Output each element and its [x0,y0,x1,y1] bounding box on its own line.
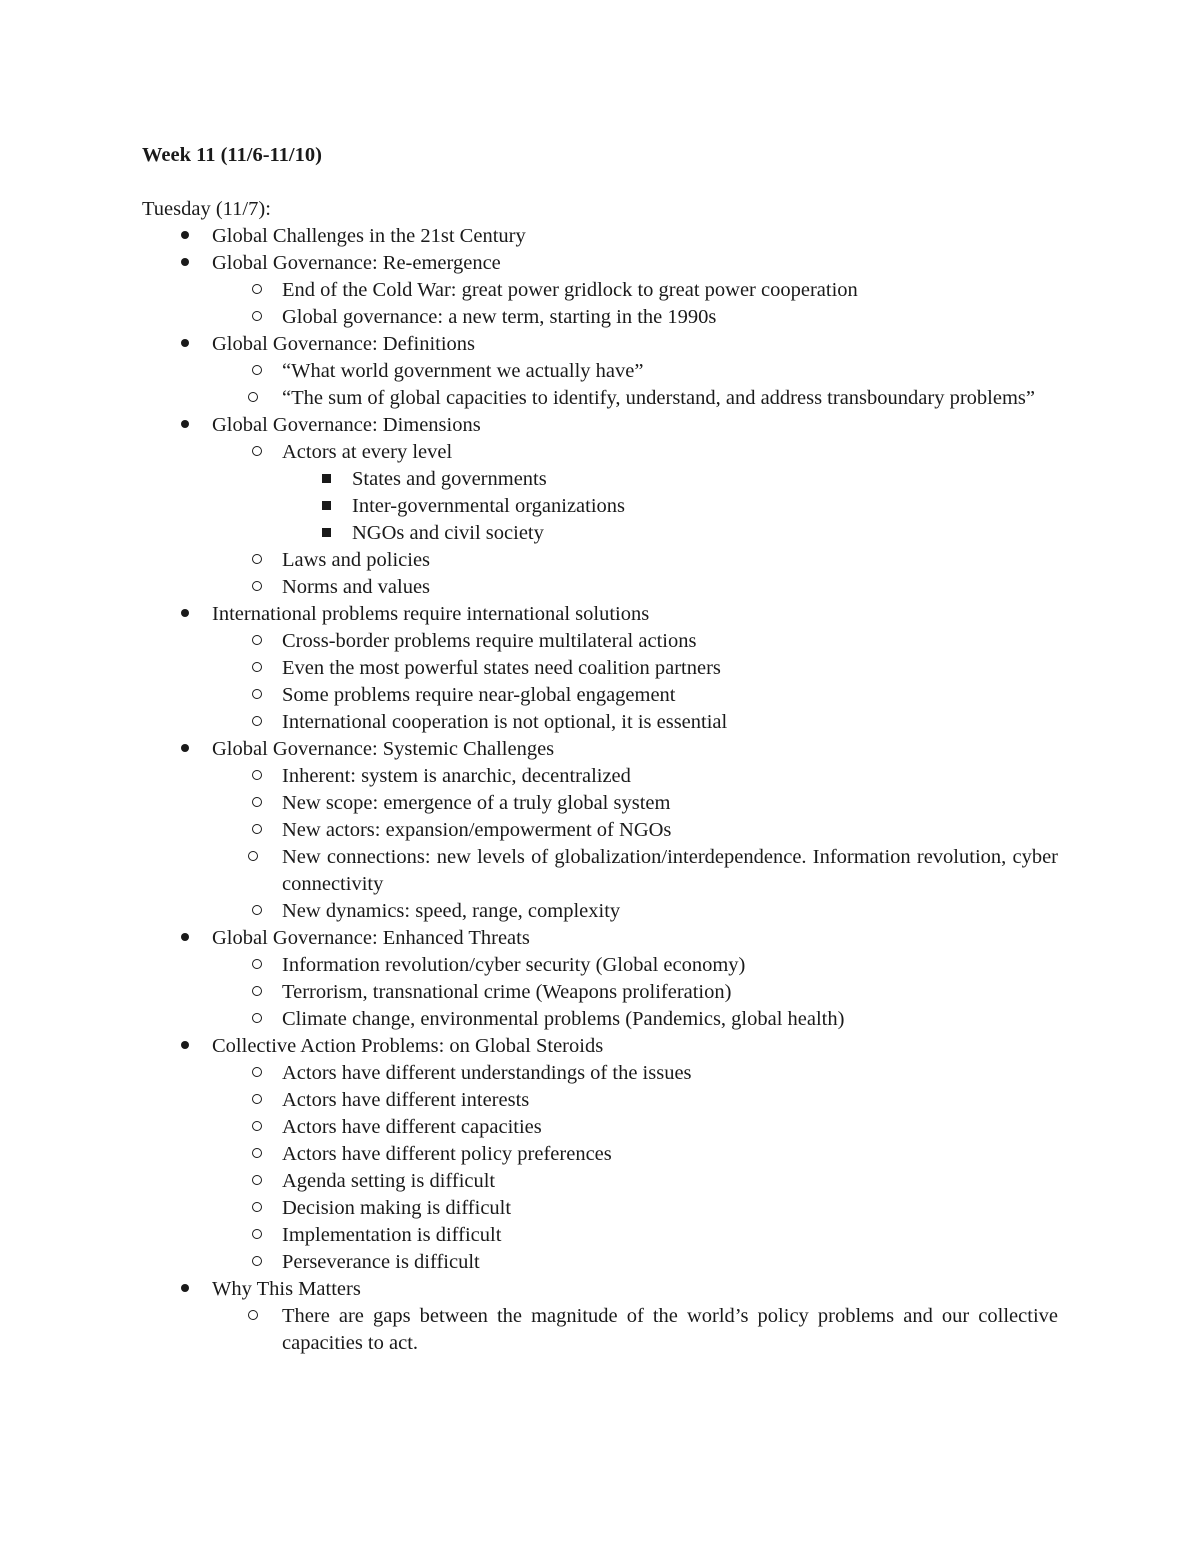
outline-item-text: States and governments [352,468,547,490]
outline-item [142,817,1058,844]
outline-item-text: Global Governance: Re-emergence [212,252,501,274]
outline-item-text: There are gaps between the magnitude of the world’s policy problems and our collective capacities to act. [282,1305,1058,1354]
page-title: Week 11 (11/6-11/10) [142,144,322,166]
hollow-circle-bullet-icon [248,1006,266,1033]
outline-list [142,223,1058,1357]
filled-circle-bullet-icon [176,925,194,952]
outline-item [142,655,1058,682]
outline-item-text: Global Governance: Definitions [212,333,476,355]
hollow-circle-bullet-icon [248,790,266,817]
outline-item-text: Perseverance is difficult [282,1251,480,1273]
filled-circle-bullet-icon [176,736,194,763]
outline-item [142,439,1058,466]
outline-item [142,574,1058,601]
hollow-circle-bullet-icon [248,574,266,601]
hollow-circle-bullet-icon [248,817,266,844]
outline-item [142,790,1058,817]
outline-item-text: Collective Action Problems: on Global Steroids [212,1035,604,1057]
outline-item [142,1303,1058,1357]
outline-item-text: “The sum of global capacities to identify, understand, and address transboundary problems” [282,387,1035,409]
outline-item-text: Implementation is difficult [282,1224,502,1246]
filled-square-bullet-icon [317,493,335,520]
hollow-circle-bullet-icon [248,763,266,790]
hollow-circle-bullet-icon [248,439,266,466]
hollow-circle-bullet-icon [248,898,266,925]
hollow-circle-bullet-icon [248,385,266,412]
outline-item [142,493,1058,520]
hollow-circle-bullet-icon [248,358,266,385]
outline-item [142,1222,1058,1249]
outline-item-text: Inherent: system is anarchic, decentralized [282,765,631,787]
outline-item [142,1087,1058,1114]
hollow-circle-bullet-icon [248,1141,266,1168]
outline-item [142,412,1058,439]
hollow-circle-bullet-icon [248,1087,266,1114]
hollow-circle-bullet-icon [248,1168,266,1195]
outline-item [142,1168,1058,1195]
filled-circle-bullet-icon [176,412,194,439]
filled-square-bullet-icon [317,466,335,493]
outline-item [142,520,1058,547]
outline-item-text: Global Governance: Systemic Challenges [212,738,555,760]
outline-item-text: New dynamics: speed, range, complexity [282,900,621,922]
outline-item [142,979,1058,1006]
hollow-circle-bullet-icon [248,952,266,979]
outline-item-text: New connections: new levels of globalization/interdependence. Information revolution, cyber connectivity [282,846,1058,895]
filled-circle-bullet-icon [176,250,194,277]
outline-item-text: Decision making is difficult [282,1197,512,1219]
filled-circle-bullet-icon [176,1276,194,1303]
outline-item-text: Laws and policies [282,549,431,571]
hollow-circle-bullet-icon [248,628,266,655]
hollow-circle-bullet-icon [248,547,266,574]
outline-item-text: Global Governance: Dimensions [212,414,481,436]
hollow-circle-bullet-icon [248,304,266,331]
outline-item [142,736,1058,763]
filled-circle-bullet-icon [176,331,194,358]
outline-item-text: Actors have different understandings of the issues [282,1062,692,1084]
outline-item-text: Even the most powerful states need coalition partners [282,657,721,679]
outline-item [142,385,1058,412]
outline-item-text: Inter-governmental organizations [352,495,626,517]
hollow-circle-bullet-icon [248,1249,266,1276]
outline-item [142,466,1058,493]
outline-item-text: Actors at every level [282,441,453,463]
outline-item [142,223,1058,250]
outline-item-text: Actors have different policy preferences [282,1143,612,1165]
hollow-circle-bullet-icon [248,1303,266,1330]
outline-item [142,358,1058,385]
hollow-circle-bullet-icon [248,1195,266,1222]
outline-item [142,277,1058,304]
outline-item [142,1006,1058,1033]
day-heading: Tuesday (11/7): [142,198,271,220]
hollow-circle-bullet-icon [248,1060,266,1087]
outline-item-text: Climate change, environmental problems (Pandemics, global health) [282,1008,845,1030]
outline-item [142,1114,1058,1141]
hollow-circle-bullet-icon [248,844,266,871]
outline-item-text: International problems require international solutions [212,603,650,625]
outline-item-text: Global Challenges in the 21st Century [212,225,526,247]
outline-item [142,250,1058,277]
outline-item-text: Information revolution/cyber security (Global economy) [282,954,746,976]
outline-item-text: End of the Cold War: great power gridlock to great power cooperation [282,279,858,301]
hollow-circle-bullet-icon [248,655,266,682]
outline-item [142,1060,1058,1087]
filled-circle-bullet-icon [176,223,194,250]
outline-item-text: NGOs and civil society [352,522,544,544]
outline-item [142,709,1058,736]
hollow-circle-bullet-icon [248,277,266,304]
outline-item [142,1033,1058,1060]
outline-item [142,1249,1058,1276]
outline-item [142,1195,1058,1222]
outline-item-text: Terrorism, transnational crime (Weapons proliferation) [282,981,732,1003]
outline-item [142,547,1058,574]
outline-item [142,763,1058,790]
outline-item-text: Actors have different interests [282,1089,530,1111]
outline-item [142,898,1058,925]
outline-item-text: Actors have different capacities [282,1116,542,1138]
outline-item [142,1276,1058,1303]
outline-item-text: International cooperation is not optional, it is essential [282,711,728,733]
outline-item [142,952,1058,979]
outline-item [142,331,1058,358]
outline-item-text: Global Governance: Enhanced Threats [212,927,530,949]
outline-item-text: Why This Matters [212,1278,361,1300]
outline-item [142,601,1058,628]
outline-item-text: Global governance: a new term, starting in the 1990s [282,306,717,328]
hollow-circle-bullet-icon [248,1222,266,1249]
outline-item [142,844,1058,898]
filled-circle-bullet-icon [176,1033,194,1060]
outline-item [142,628,1058,655]
outline-item [142,682,1058,709]
hollow-circle-bullet-icon [248,1114,266,1141]
filled-circle-bullet-icon [176,601,194,628]
hollow-circle-bullet-icon [248,709,266,736]
outline-item-text: New scope: emergence of a truly global system [282,792,671,814]
hollow-circle-bullet-icon [248,979,266,1006]
outline-item-text: Agenda setting is difficult [282,1170,496,1192]
outline-item [142,925,1058,952]
outline-item [142,304,1058,331]
outline-item-text: New actors: expansion/empowerment of NGOs [282,819,672,841]
outline-item-text: “What world government we actually have” [282,360,644,382]
outline-item-text: Norms and values [282,576,431,598]
outline-item [142,1141,1058,1168]
hollow-circle-bullet-icon [248,682,266,709]
outline-item-text: Some problems require near-global engagement [282,684,676,706]
outline-item-text: Cross-border problems require multilateral actions [282,630,697,652]
filled-square-bullet-icon [317,520,335,547]
